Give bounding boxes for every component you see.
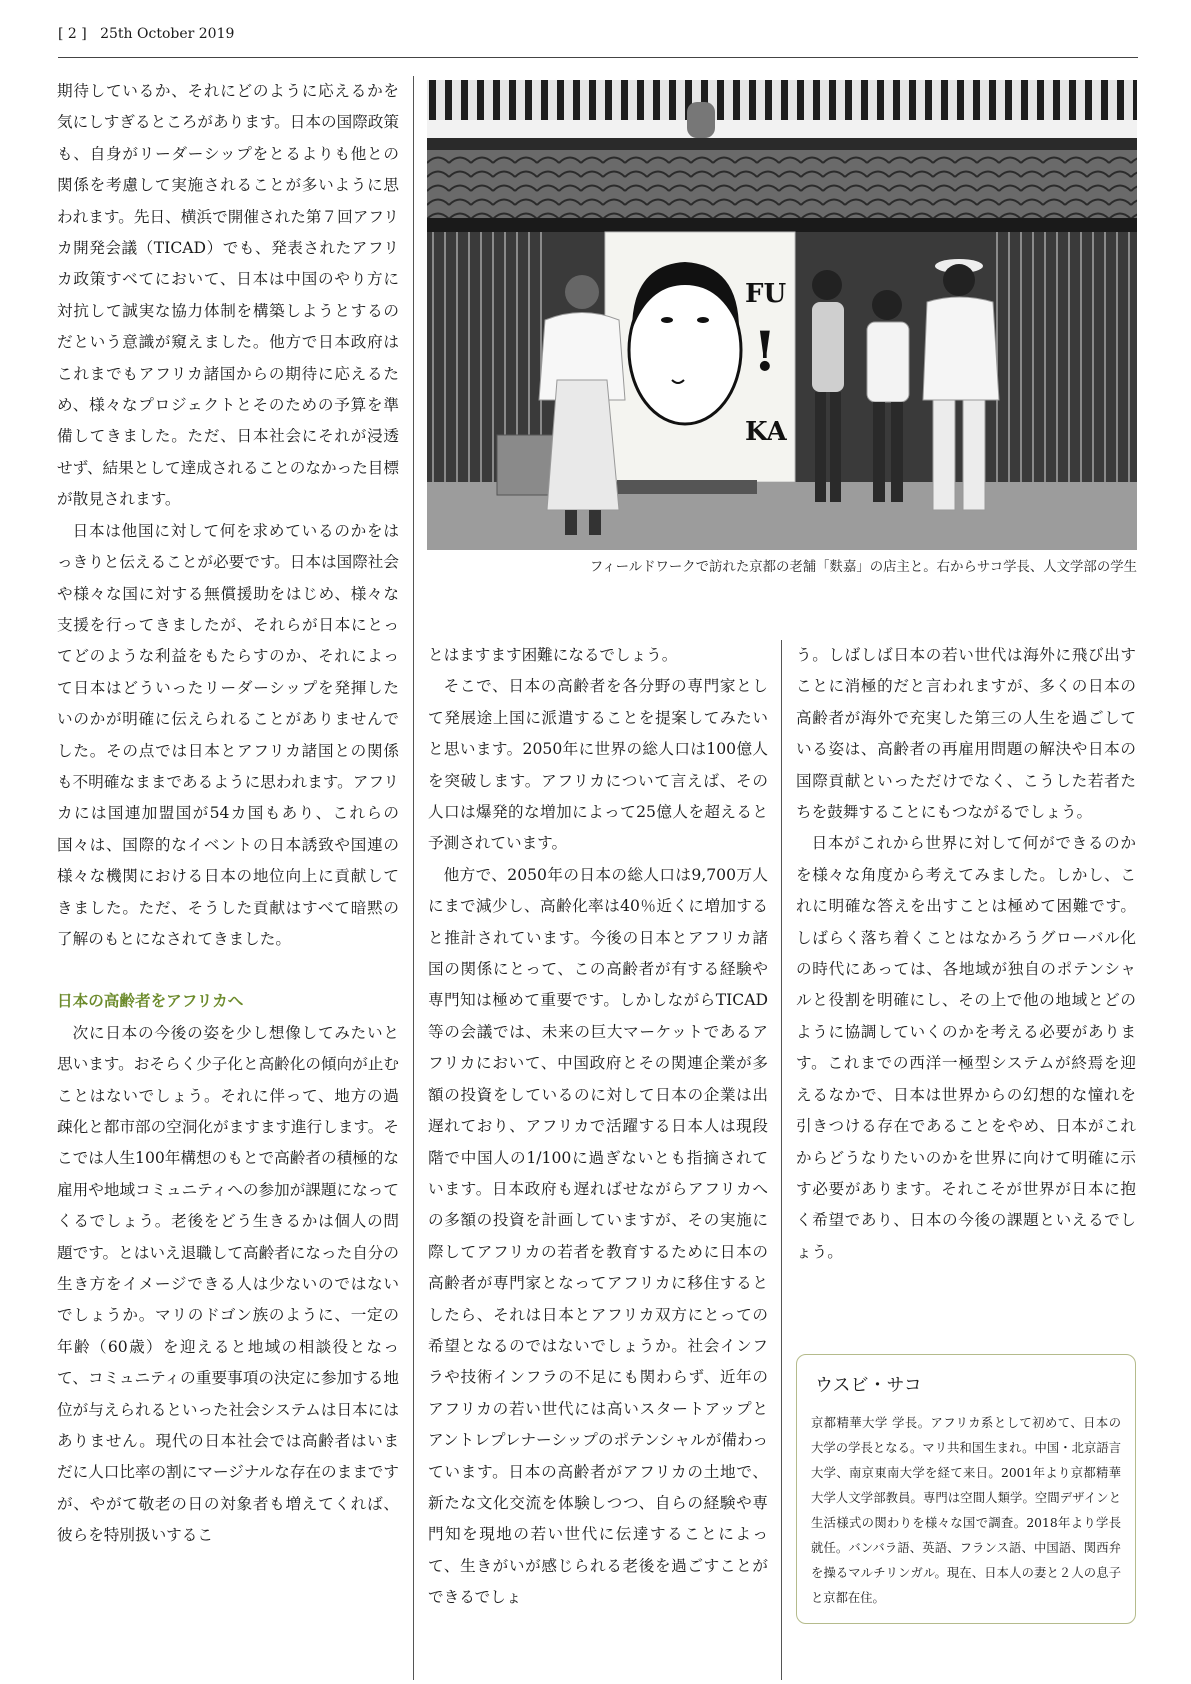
author-bio-box <box>796 1354 1136 1624</box>
paragraph: 他方で、2050年の日本の総人口は9,700万人にまで減少し、高齢化率は40％近くに増加すると推計されています。今後の日本とアフリカ諸国の関係にとって、この高齢者が有する経験や専門知は極めて重要です。しかしながらTICAD等の会議では、未来の巨大マーケットであるアフリカにおいて、中国政府とその関連企業が多額の投資をしているのに対して日本の企業は出遅れており、アフリカで活躍する日本人は現段階で中国人の1/100に過ぎないとも指摘されています。日本政府も遅ればせながらアフリカへの多額の投資を計画していますが、その実施に際してアフリカの若者を教育するために日本の高齢者が専門家となってアフリカに移住するとしたら、それは日本とアフリカ双方にとっての希望となるのではないでしょうか。社会インフラや技術インフラの不足にも関わらず、近年のアフリカの若い世代には高いスタートアップとアントレプレナーシップのポテンシャルが備わっています。日本の高齢者がアフリカの土地で、新たな文化交流を体験しつつ、自らの経験や専門知を現地の若い世代に伝達することによって、生きがいが感じられる老後を過ごすことができるでしょ <box>428 865 768 1607</box>
author-name: ウスビ・サコ <box>815 1375 922 1396</box>
article-column-3 <box>796 640 1136 1268</box>
noren-text-mark: ! <box>753 319 777 383</box>
section-heading: 日本の高齢者をアフリカへ <box>57 992 244 1011</box>
noren-text-top: FU <box>745 279 787 309</box>
page-number: [ 2 ] <box>58 26 87 42</box>
column-divider-1 <box>413 76 414 1680</box>
paragraph: そこで、日本の高齢者を各分野の専門家として発展途上国に派遣することを提案してみたいと思います。2050年に世界の総人口は100億人を突破します。アフリカについて言えば、その人口は爆発的な増加によって25億人を超えると予測されています。 <box>428 677 768 853</box>
storefront-photo-illustration <box>427 80 1137 550</box>
column-divider-2 <box>781 640 782 1680</box>
page-header <box>58 26 1138 58</box>
article-column-2 <box>428 640 768 1614</box>
article-column-1 <box>57 76 399 1552</box>
paragraph: 次に日本の今後の姿を少し想像してみたいと思います。おそらく少子化と高齢化の傾向が止むことはないでしょう。それに伴って、地方の過疎化と都市部の空洞化がますます進行します。そこでは人生100年構想のもとで高齢者の積極的な雇用や地域コミュニティへの参加が課題になってくるでしょう。老後をどう生きるかは個人の問題です。とはいえ退職して高齢者になった自分の生き方をイメージできる人は少ないのではないでしょうか。マリのドゴン族のように、一定の年齢（60歳）を迎えると地域の相談役となって、コミュニティの重要事項の決定に参加する地位が与えられるといった社会システムは日本にはありません。現代の日本社会では高齢者はいまだに人口比率の割にマージナルな存在のままですが、やがて敬老の日の対象者も増えてくれば、彼らを特別扱いするこ <box>57 1023 399 1545</box>
header-rule <box>58 57 1138 58</box>
paragraph: 期待しているか、それにどのように応えるかを気にしすぎるところがあります。日本の国際政策も、自身がリーダーシップをとるよりも他との関係を考慮して実施されることが多いように思われます。先日、横浜で開催された第７回アフリカ開発会議（TICAD）でも、発表されたアフリカ政策すべてにおいて、日本は中国のやり方に対抗して誠実な協力体制を構築しようとするのだという意識が窺えました。他方で日本政府はこれまでもアフリカ諸国からの期待に応えるため、様々なプロジェクトとそのための予算を準備してきました。ただ、日本社会にそれが浸透せず、結果として達成されることのなかった目標が散見されます。 <box>57 82 399 509</box>
paragraph: とはますます困難になるでしょう。 <box>428 646 678 664</box>
paragraph: う。しばしば日本の若い世代は海外に飛び出すことに消極的だと言われますが、多くの日本の高齢者が海外で充実した第三の人生を過ごしている姿は、高齢者の再雇用問題の解決や日本の国際貢献といっただけでなく、こうした若者たちを鼓舞することにもつながるでしょう。 <box>796 646 1136 822</box>
author-bio-text: 京都精華大学 学長。アフリカ系として初めて、日本の大学の学長となる。マリ共和国生まれ。中国・北京語言大学、南京東南大学を経て来日。2001年より京都精華大学人文学部教員。専門は空間人類学。空間デザインと生活様式の関わりを様々な国で調査。2018年より学長就任。バンバラ語、英語、フランス語、中国語、関西弁を操るマルチリンガル。現在、日本人の妻と２人の息子と京都在住。 <box>811 1416 1121 1605</box>
noren-text-bottom: KA <box>745 417 787 447</box>
issue-date: 25th October 2019 <box>100 26 235 42</box>
article-photo <box>427 80 1137 550</box>
paragraph: 日本がこれから世界に対して何ができるのかを様々な角度から考えてみました。しかし、これに明確な答えを出すことは極めて困難です。しばらく落ち着くことはなかろうグローバル化の時代にあっては、各地域が独自のポテンシャルと役割を明確にし、その上で他の地域とどのように協調していくのかを考える必要があります。これまでの西洋一極型システムが終焉を迎えるなかで、日本は世界からの幻想的な憧れを引きつける存在であることをやめ、日本がこれからどうなりたいのかを世界に向けて明確に示す必要があります。それこそが世界が日本に抱く希望であり、日本の今後の課題といえるでしょう。 <box>796 834 1136 1261</box>
paragraph: 日本は他国に対して何を求めているのかをはっきりと伝えることが必要です。日本は国際社会や様々な国に対する無償援助をはじめ、様々な支援を行ってきましたが、それらが日本にとってどのような利益をもたらすのか、それによって日本はどういったリーダーシップを発揮したいのかが明確に伝えられることがありませんでした。その点では日本とアフリカ諸国との関係も不明確なままであるように思われます。アフリカには国連加盟国が54カ国もあり、これらの国々は、国際的なイベントの日本誘致や国連の様々な機関における日本の地位向上に貢献してきました。ただ、そうした貢献はすべて暗黙の了解のもとになされてきました。 <box>57 521 399 948</box>
photo-caption: フィールドワークで訪れた京都の老舗「麩嘉」の店主と。右からサコ学長、人文学部の学生 <box>589 560 1137 575</box>
